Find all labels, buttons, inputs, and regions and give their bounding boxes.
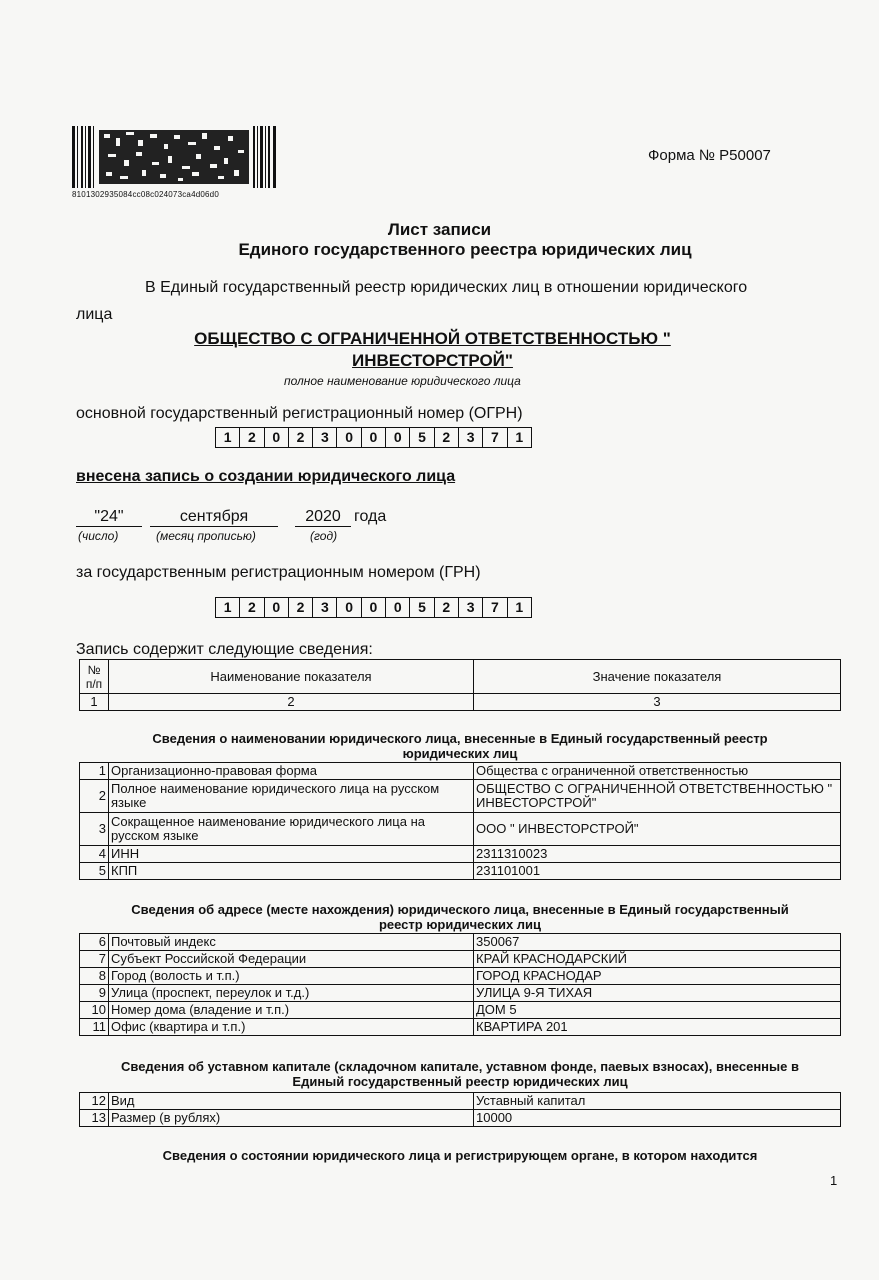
section-status-heading: Сведения о состоянии юридического лица и регистрирующем органе, в котором находится <box>162 1148 758 1163</box>
section-capital-heading-line1: Сведения об уставном капитале (складочном капитале, уставном фонде, паевых взносах), внесенные в <box>121 1059 799 1074</box>
row-label: Номер дома (владение и т.п.) <box>109 1002 474 1019</box>
table-row <box>80 1093 841 1110</box>
grn-digit: 1 <box>216 598 240 617</box>
table-row <box>80 780 841 813</box>
grn-digit: 0 <box>265 598 289 617</box>
row-label: Размер (в рублях) <box>109 1110 474 1127</box>
section-name-heading-line2: юридических лиц <box>402 746 518 761</box>
entry-statement: внесена запись о создании юридического лица <box>76 468 456 485</box>
grn-digit: 7 <box>483 598 507 617</box>
entry-month: сентября <box>150 508 278 527</box>
columns-header-table <box>79 659 841 711</box>
grn-digit: 0 <box>362 598 386 617</box>
grn-digit: 0 <box>386 598 410 617</box>
ogrn-digit: 0 <box>386 428 410 447</box>
entry-day: "24" <box>76 508 142 527</box>
column-number-header: № п/п <box>80 660 109 694</box>
row-value: КВАРТИРА 201 <box>474 1019 841 1036</box>
row-value: 2311310023 <box>474 846 841 863</box>
table-row <box>80 1019 841 1036</box>
document-title: Лист записи <box>387 220 492 239</box>
grn-digit: 0 <box>337 598 361 617</box>
grn-label: за государственным регистрационным номером (ГРН) <box>76 564 481 581</box>
ogrn-digit: 0 <box>362 428 386 447</box>
grn-digit: 5 <box>410 598 434 617</box>
company-full-name-line1: ОБЩЕСТВО С ОГРАНИЧЕННОЙ ОТВЕТСТВЕННОСТЬЮ " <box>194 329 671 348</box>
ogrn-digit: 2 <box>435 428 459 447</box>
row-label: Субъект Российской Федерации <box>109 951 474 968</box>
row-number: 3 <box>80 813 109 846</box>
row-label: Организационно-правовая форма <box>109 763 474 780</box>
entry-year: 2020 <box>295 508 351 527</box>
row-number: 8 <box>80 968 109 985</box>
document-subtitle: Единого государственного реестра юридических лиц <box>238 240 692 259</box>
page-number: 1 <box>830 1173 838 1188</box>
table-row <box>80 968 841 985</box>
section-address-heading-line2: реестр юридических лиц <box>378 917 542 932</box>
section-capital-table <box>79 1092 841 1127</box>
barcode-number: 8101302935084cc08c024073ca4d06d0 <box>72 190 219 199</box>
row-value: Общества с ограниченной ответственностью <box>474 763 841 780</box>
row-value: ООО " ИНВЕСТОРСТРОЙ" <box>474 813 841 846</box>
ogrn-digit: 2 <box>289 428 313 447</box>
row-label: Вид <box>109 1093 474 1110</box>
row-value: ОБЩЕСТВО С ОГРАНИЧЕННОЙ ОТВЕТСТВЕННОСТЬЮ " ИНВЕСТОРСТРОЙ" <box>474 780 841 813</box>
section-name-heading <box>79 731 841 761</box>
row-label: КПП <box>109 863 474 880</box>
row-label: Сокращенное наименование юридического лица на русском языке <box>109 813 474 846</box>
row-number: 5 <box>80 863 109 880</box>
row-number: 9 <box>80 985 109 1002</box>
row-number: 11 <box>80 1019 109 1036</box>
row-number: 10 <box>80 1002 109 1019</box>
table-row <box>80 934 841 951</box>
row-label: Полное наименование юридического лица на русском языке <box>109 780 474 813</box>
column-value-header: Значение показателя <box>474 660 841 694</box>
ogrn-digit: 1 <box>515 429 524 445</box>
row-number: 12 <box>80 1093 109 1110</box>
table-row <box>80 951 841 968</box>
row-value: 350067 <box>474 934 841 951</box>
ogrn-digit: 5 <box>410 428 434 447</box>
barcode-image <box>72 126 277 188</box>
company-full-name-line2: ИНВЕСТОРСТРОЙ" <box>352 351 513 370</box>
company-full-name <box>160 328 705 372</box>
row-number: 1 <box>80 763 109 780</box>
grn-digit: 1 <box>515 599 524 615</box>
row-value: КРАЙ КРАСНОДАРСКИЙ <box>474 951 841 968</box>
row-label: ИНН <box>109 846 474 863</box>
row-number: 6 <box>80 934 109 951</box>
year-caption: (год) <box>310 529 338 543</box>
grn-digit: 2 <box>240 598 264 617</box>
ogrn-digit: 0 <box>337 428 361 447</box>
section-name-heading-line1: Сведения о наименовании юридического лица, внесенные в Единый государственный реестр <box>152 731 768 746</box>
table-row <box>80 813 841 846</box>
month-caption: (месяц прописью) <box>156 529 256 543</box>
section-address-heading <box>79 902 841 932</box>
contains-label: Запись содержит следующие сведения: <box>76 641 373 658</box>
ogrn-digit: 7 <box>483 428 507 447</box>
grn-digit-boxes <box>215 597 532 618</box>
row-value: 231101001 <box>474 863 841 880</box>
grn-digit: 2 <box>435 598 459 617</box>
row-label: Улица (проспект, переулок и т.д.) <box>109 985 474 1002</box>
ogrn-digit-boxes <box>215 427 532 448</box>
row-number: 13 <box>80 1110 109 1127</box>
grn-digit: 2 <box>289 598 313 617</box>
section-capital-heading-line2: Единый государственный реестр юридических лиц <box>292 1074 628 1089</box>
table-row <box>80 1002 841 1019</box>
ogrn-digit: 1 <box>216 428 240 447</box>
grn-digit: 3 <box>459 598 483 617</box>
section-name-table <box>79 762 841 880</box>
row-value: 10000 <box>474 1110 841 1127</box>
row-value: ДОМ 5 <box>474 1002 841 1019</box>
ogrn-digit: 2 <box>240 428 264 447</box>
section-address-heading-line1: Сведения об адресе (месте нахождения) юридического лица, внесенные в Единый государственный <box>131 902 789 917</box>
column-index-2: 2 <box>109 694 474 711</box>
ogrn-digit: 3 <box>313 428 337 447</box>
table-row <box>80 863 841 880</box>
entry-year-suffix: года <box>354 508 387 525</box>
row-value: ГОРОД КРАСНОДАР <box>474 968 841 985</box>
intro-text: В Единый государственный реестр юридических лиц в отношении юридического <box>145 279 748 296</box>
row-number: 2 <box>80 780 109 813</box>
column-name-header: Наименование показателя <box>109 660 474 694</box>
grn-digit: 3 <box>313 598 337 617</box>
column-index-1: 1 <box>80 694 109 711</box>
column-index-3: 3 <box>474 694 841 711</box>
row-label: Почтовый индекс <box>109 934 474 951</box>
section-capital-heading <box>79 1059 841 1089</box>
form-number: Форма № Р50007 <box>648 147 771 164</box>
row-label: Город (волость и т.п.) <box>109 968 474 985</box>
ogrn-digit: 3 <box>459 428 483 447</box>
table-row <box>80 846 841 863</box>
row-value: Уставный капитал <box>474 1093 841 1110</box>
day-caption: (число) <box>78 529 119 543</box>
row-label: Офис (квартира и т.п.) <box>109 1019 474 1036</box>
table-row <box>80 985 841 1002</box>
table-row <box>80 763 841 780</box>
row-number: 4 <box>80 846 109 863</box>
table-row <box>80 1110 841 1127</box>
intro-text-continued: лица <box>76 306 113 323</box>
section-address-table <box>79 933 841 1036</box>
row-number: 7 <box>80 951 109 968</box>
ogrn-digit: 0 <box>265 428 289 447</box>
row-value: УЛИЦА 9-Я ТИХАЯ <box>474 985 841 1002</box>
full-name-caption: полное наименование юридического лица <box>284 374 521 388</box>
ogrn-label: основной государственный регистрационный номер (ОГРН) <box>76 405 523 422</box>
